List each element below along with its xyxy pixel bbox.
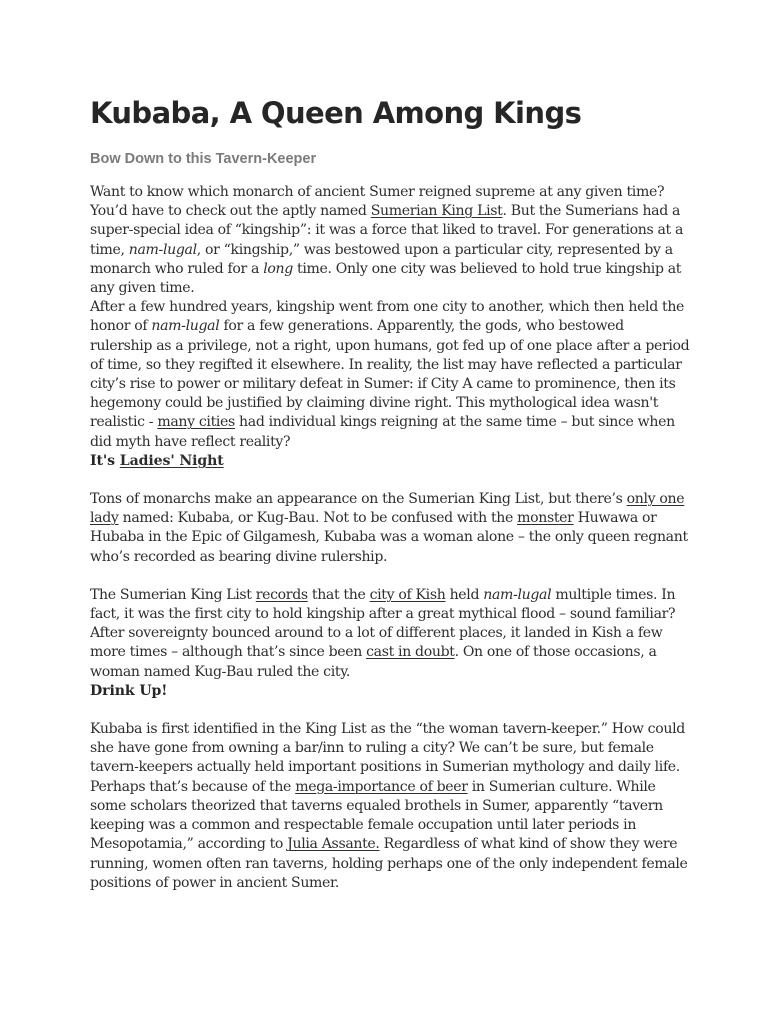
text-run: Regardless of what kind of show they were running, women often ran taverns, holding perhaps one of the only independent female positions of power in ancient Sumer. <box>90 836 688 891</box>
heading-prefix: It's <box>90 452 120 469</box>
emphasis-nam-lugal: nam-lugal <box>128 241 197 258</box>
text-run: in Sumerian culture. While some scholars theorized that taverns equaled brothels in Sumer, apparently “tavern keeping was a common and respectable female occupation until later periods in Mesopotamia,” according to <box>90 778 663 853</box>
page-title: Kubaba, A Queen Among Kings <box>90 96 582 130</box>
text-run: multiple times. In fact, it was the first city to hold kingship after a great mythical flood – sound familiar? After sovereignty bounced around to a lot of different places, it landed in Kish a few more times – although that’s since been <box>90 586 676 661</box>
text-run: Tons of monarchs make an appearance on the Sumerian King List, but there’s <box>90 491 627 508</box>
article <box>90 94 690 893</box>
link-only-one-lady[interactable]: only one lady <box>90 491 685 527</box>
section-heading-ladies-night <box>90 452 690 471</box>
text-run: , or “kingship,” was bestowed upon a particular city, represented by a monarch who ruled for a <box>90 241 673 277</box>
link-ladies-night[interactable]: Ladies' Night <box>119 452 224 469</box>
paragraph-1 <box>90 183 690 298</box>
link-mega-importance-of-beer[interactable]: mega-importance of beer <box>295 778 468 795</box>
text-run: Huwawa or Hubaba in the Epic of Gilgamesh, Kubaba was a woman alone – the only queen regnant who’s recorded as bearing divine rulership. <box>90 510 688 565</box>
link-julia-assante[interactable]: Julia Assante. <box>287 836 380 853</box>
link-cast-in-doubt[interactable]: cast in doubt <box>366 644 455 661</box>
text-run: Want to know which monarch of ancient Sumer reigned supreme at any given time? You’d have to check out the aptly named <box>90 184 665 220</box>
emphasis-nam-lugal: nam-lugal <box>151 318 220 335</box>
text-run: named: Kubaba, or Kug-Bau. Not to be confused with the <box>118 510 518 527</box>
text-run: After a few hundred years, kingship went from one city to another, which then held the honor of <box>90 299 685 335</box>
link-records[interactable]: records <box>255 586 308 603</box>
text-run: Kubaba is first identified in the King List as the “the woman tavern-keeper.” How could she have gone from owning a bar/inn to ruling a city? We can’t be sure, but female tavern-keepers actually held important positions in Sumerian mythology and daily life. Perhaps that’s because of the <box>90 721 685 795</box>
text-run: time. Only one city was believed to hold true kingship at any given time. <box>90 260 682 297</box>
paragraph-3 <box>90 490 690 567</box>
section-heading-drink-up: Drink Up! <box>90 682 168 699</box>
article-subtitle: Bow Down to this Tavern-Keeper <box>90 151 317 167</box>
text-run: that the <box>307 586 370 603</box>
text-run: for a few generations. Apparently, the gods, who bestowed rulership as a privilege, not a right, upon humans, got fed up of one place after a period of time, so they regifted it elsewhere. In reality, the list may have reflected a particular city’s rise to power or military defeat in Sumer: if City A came to prominence, then its hegemony could be justified by claiming divine right. This mythological idea wasn't realistic - <box>90 318 690 431</box>
text-run: . But the Sumerians had a super-special idea of “kingship”: it was a force that liked to travel. For generations at a time, <box>90 203 684 258</box>
article-body <box>90 183 690 893</box>
text-run: The Sumerian King List <box>90 586 256 603</box>
link-monster[interactable]: monster <box>517 510 574 527</box>
text-run: held <box>445 586 484 603</box>
emphasis-nam-lugal: nam-lugal <box>483 586 552 603</box>
link-city-of-kish[interactable]: city of Kish <box>369 586 446 603</box>
link-sumerian-king-list[interactable]: Sumerian King List <box>370 203 503 220</box>
paragraph-2 <box>90 298 690 452</box>
paragraph-4 <box>90 586 690 682</box>
emphasis-long: long <box>263 260 293 277</box>
link-many-cities[interactable]: many cities <box>157 414 235 431</box>
text-run: . On one of those occasions, a woman named Kug-Bau ruled the city. <box>90 644 657 680</box>
text-run: had individual kings reigning at the same time – but since when did myth have reflect reality? <box>90 414 675 450</box>
paragraph-5 <box>90 720 690 893</box>
